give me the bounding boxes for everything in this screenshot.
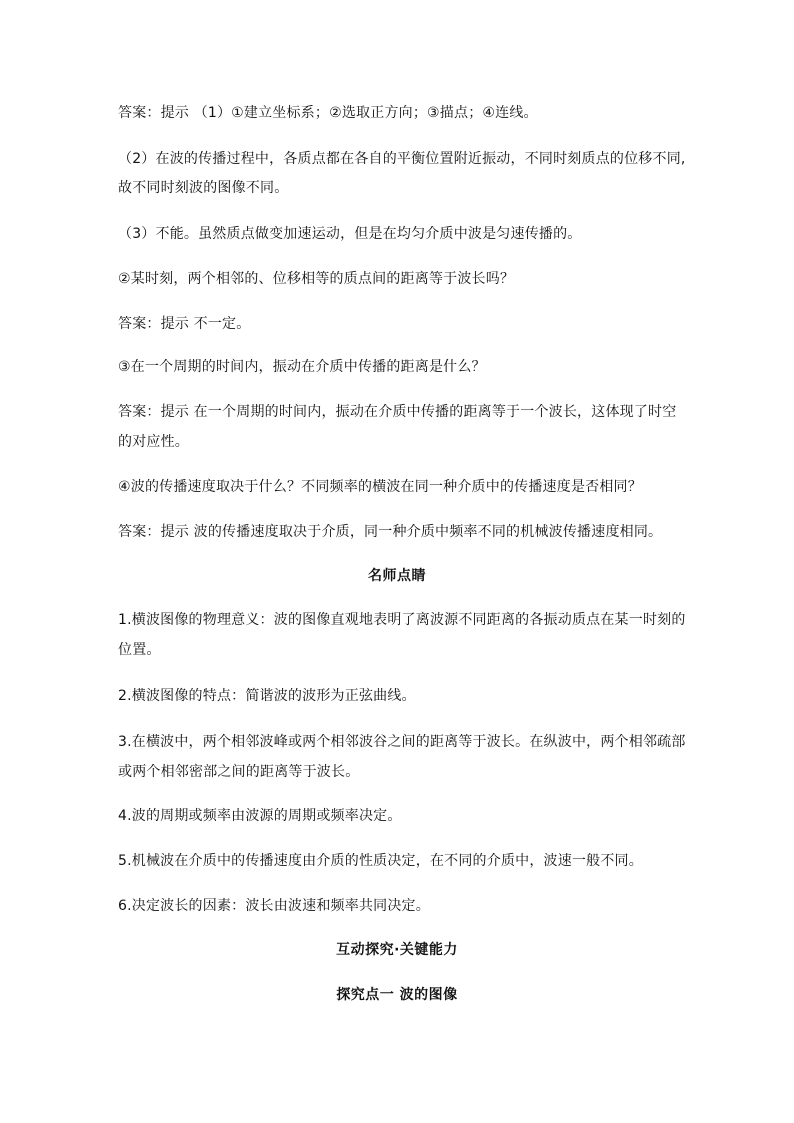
answer-line: 答案：提示 不一定。 (118, 316, 251, 332)
subsection-heading: 探究点一 波的图像 (336, 987, 458, 1003)
paragraph-line: （3）不能。虽然质点做变加速运动，但是在均匀介质中波是匀速传播的。 (118, 226, 582, 242)
question-line: ④波的传播速度取决于什么？不同频率的横波在同一种介质中的传播速度是否相同？ (118, 479, 642, 495)
point-line: 4.波的周期或频率由波源的周期或频率决定。 (118, 808, 402, 824)
paragraph-line: 故不同时刻波的图像不同。 (118, 180, 289, 196)
question-line: ③在一个周期的时间内，振动在介质中传播的距离是什么？ (118, 359, 486, 375)
point-line: 1.横波图像的物理意义：波的图像直观地表明了离波源不同距离的各振动质点在某一时刻的 (118, 612, 686, 628)
answer-line-1: 答案：提示 （1）①建立坐标系；②选取正方向；③描点；④连线。 (118, 105, 538, 121)
point-line: 位置。 (118, 642, 161, 658)
section-heading: 互动探究·关键能力 (336, 942, 458, 958)
answer-line: 的对应性。 (118, 434, 189, 450)
paragraph-line: （2）在波的传播过程中，各质点都在各自的平衡位置附近振动，不同时刻质点的位移不同, (118, 151, 686, 167)
answer-line: 答案：提示 在一个周期的时间内，振动在介质中传播的距离等于一个波长，这体现了时空 (118, 404, 677, 420)
point-line: 3.在横波中，两个相邻波峰或两个相邻波谷之间的距离等于波长。在纵波中，两个相邻疏部 (118, 734, 686, 750)
point-line: 2.横波图像的特点：简谐波的波形为正弦曲线。 (118, 688, 416, 704)
point-line: 5.机械波在介质中的传播速度由介质的性质决定，在不同的介质中，波速一般不同。 (118, 853, 643, 869)
point-line: 6.决定波长的因素：波长由波速和频率共同决定。 (118, 898, 430, 914)
point-line: 或两个相邻密部之间的距离等于波长。 (118, 764, 360, 780)
answer-line: 答案：提示 波的传播速度取决于介质，同一种介质中频率不同的机械波传播速度相同。 (118, 524, 663, 540)
section-title: 名师点睛 (368, 568, 426, 584)
question-line: ②某时刻，两个相邻的、位移相等的质点间的距离等于波长吗？ (118, 271, 515, 287)
